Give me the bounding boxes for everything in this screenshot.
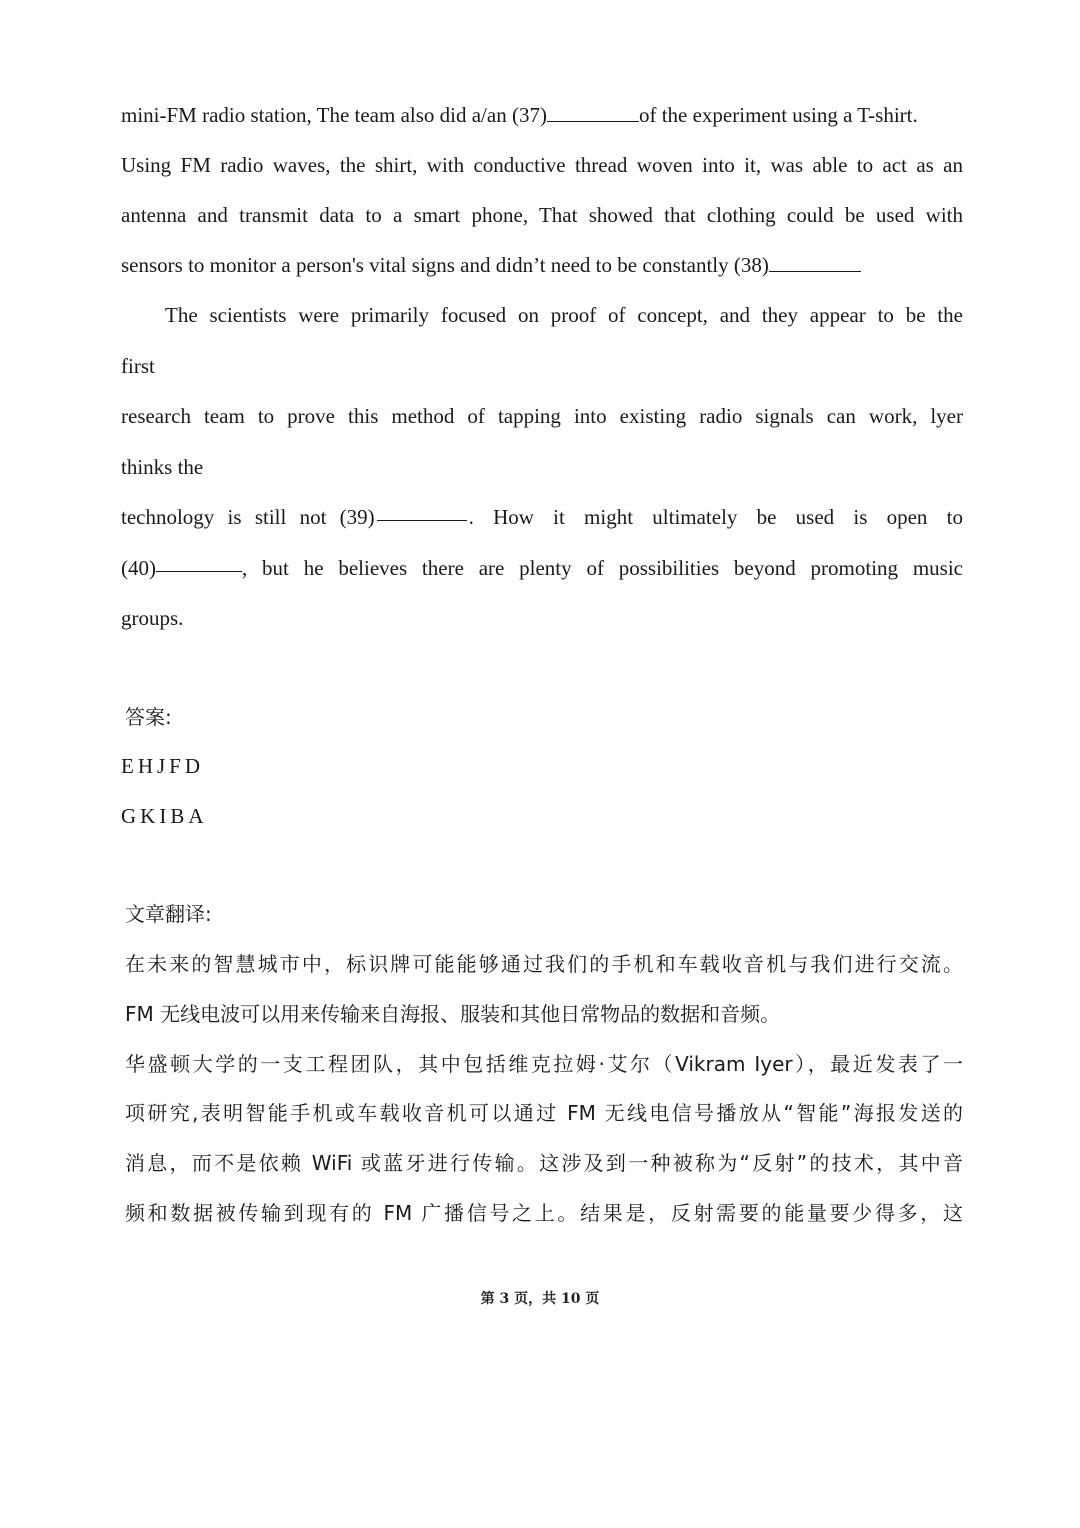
passage-line-8: thinks the	[121, 455, 204, 479]
passage-text: sensors to monitor a person's vital signs and didn’t need to be constantly (38)	[121, 253, 769, 277]
passage-text: , but he believes there are plenty of possibilities beyond promoting music	[242, 556, 963, 580]
passage-line-10	[121, 553, 963, 583]
translation-line-5: 消息，而不是依赖 WiFi 或蓝牙进行传输。这涉及到一种被称为“反射”的技术，其中音	[125, 1151, 963, 1175]
passage-text: technology is still not (39)	[121, 505, 375, 529]
passage-line-1	[121, 100, 963, 130]
blank-39	[377, 502, 467, 521]
blank-40	[156, 553, 242, 572]
translation-line-6: 频和数据被传输到现有的 FM 广播信号之上。结果是，反射需要的能量要少得多，这	[125, 1201, 963, 1225]
translation-line-4: 项研究,表明智能手机或车载收音机可以通过 FM 无线电信号播放从“智能”海报发送的	[125, 1101, 963, 1125]
passage-text: of the experiment using a T-shirt.	[638, 103, 918, 127]
answers-row-2: GKIBA	[121, 804, 208, 828]
passage-line-7: research team to prove this method of tapping into existing radio signals can work, lyer	[121, 404, 963, 428]
passage-line-6: first	[121, 354, 155, 378]
answers-heading: 答案:	[125, 705, 172, 729]
translation-line-1: 在未来的智慧城市中，标识牌可能能够通过我们的手机和车载收音机与我们进行交流。	[125, 952, 963, 976]
blank-38	[769, 253, 861, 272]
passage-text: . How it might ultimately be used is open to	[468, 505, 963, 529]
blank-37	[547, 103, 639, 122]
passage-line-2: Using FM radio waves, the shirt, with conductive thread woven into it, was able to act as an	[121, 153, 963, 177]
passage-line-4	[121, 250, 963, 280]
passage-line-11: groups.	[121, 606, 184, 630]
answers-row-1: EHJFD	[121, 754, 205, 778]
page-number: 第 3 页，共 10 页	[480, 1291, 600, 1307]
passage-line-3: antenna and transmit data to a smart phone, That showed that clothing could be used with	[121, 203, 963, 227]
passage-text: mini-FM radio station, The team also did a/an (37)	[121, 103, 547, 127]
passage-line-9	[121, 502, 963, 532]
translation-line-3: 华盛顿大学的一支工程团队，其中包括维克拉姆·艾尔（Vikram Iyer），最近发表了一	[125, 1052, 963, 1076]
translation-heading: 文章翻译:	[125, 902, 212, 926]
passage-line-5: The scientists were primarily focused on proof of concept, and they appear to be the	[165, 303, 963, 327]
passage-text: (40)	[121, 556, 156, 580]
translation-line-2: FM 无线电波可以用来传输来自海报、服装和其他日常物品的数据和音频。	[125, 1002, 781, 1026]
